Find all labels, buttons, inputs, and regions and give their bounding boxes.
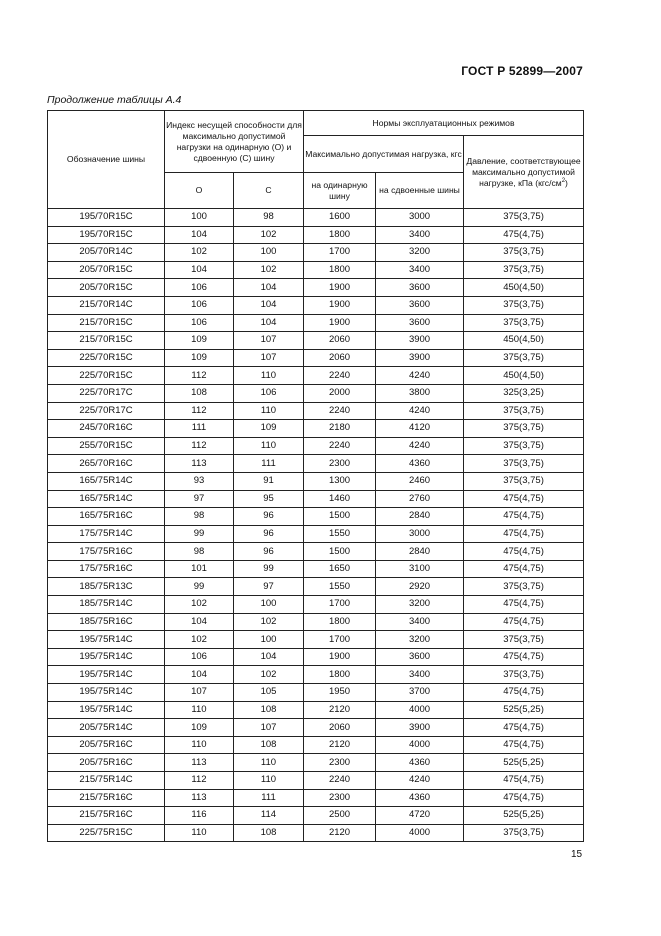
cell-index-dual: 110 (234, 402, 304, 420)
cell-load-single: 1900 (304, 296, 376, 314)
cell-pressure: 375(3,75) (464, 296, 584, 314)
cell-load-single: 2240 (304, 437, 376, 455)
cell-load-single: 1650 (304, 560, 376, 578)
cell-load-single: 1700 (304, 596, 376, 614)
cell-tire: 175/75R14C (48, 525, 165, 543)
cell-index-dual: 107 (234, 719, 304, 737)
cell-index-dual: 97 (234, 578, 304, 596)
cell-tire: 195/70R15C (48, 226, 165, 244)
cell-index-dual: 105 (234, 684, 304, 702)
table-row (48, 349, 584, 367)
cell-tire: 195/75R14C (48, 631, 165, 649)
header-load-index: Индекс несущей способности для максимально допустимой нагрузки на одинарную (О) и сдвоенную (С) шину (165, 111, 304, 173)
table-row (48, 314, 584, 332)
cell-pressure: 475(4,75) (464, 596, 584, 614)
cell-tire: 185/75R16C (48, 613, 165, 631)
cell-pressure: 375(3,75) (464, 261, 584, 279)
cell-pressure: 375(3,75) (464, 349, 584, 367)
cell-pressure: 475(4,75) (464, 736, 584, 754)
cell-tire: 215/75R16C (48, 807, 165, 825)
cell-tire: 185/75R14C (48, 596, 165, 614)
cell-index-dual: 102 (234, 261, 304, 279)
cell-index-dual: 102 (234, 613, 304, 631)
cell-index-single: 113 (165, 754, 234, 772)
cell-tire: 265/70R16C (48, 455, 165, 473)
cell-tire: 225/75R15C (48, 824, 165, 842)
header-index-dual: С (234, 173, 304, 209)
cell-index-single: 108 (165, 384, 234, 402)
cell-pressure: 375(3,75) (464, 455, 584, 473)
cell-tire: 225/70R15C (48, 367, 165, 385)
cell-index-single: 99 (165, 525, 234, 543)
table-row (48, 261, 584, 279)
cell-index-dual: 114 (234, 807, 304, 825)
cell-index-single: 109 (165, 332, 234, 350)
cell-index-dual: 100 (234, 631, 304, 649)
cell-pressure: 375(3,75) (464, 666, 584, 684)
cell-tire: 215/70R14C (48, 296, 165, 314)
cell-index-single: 104 (165, 226, 234, 244)
cell-load-dual: 3400 (376, 226, 464, 244)
cell-index-dual: 107 (234, 349, 304, 367)
cell-index-single: 116 (165, 807, 234, 825)
cell-index-dual: 95 (234, 490, 304, 508)
header-load-single: на одинарную шину (304, 173, 376, 209)
cell-load-dual: 3000 (376, 525, 464, 543)
table-row (48, 209, 584, 227)
table-row (48, 367, 584, 385)
cell-index-dual: 104 (234, 296, 304, 314)
table-row (48, 279, 584, 297)
cell-load-dual: 3900 (376, 332, 464, 350)
table-row (48, 525, 584, 543)
header-max-load: Максимально допустимая нагрузка, кгс (304, 136, 464, 173)
table-row (48, 244, 584, 262)
cell-load-single: 2060 (304, 719, 376, 737)
cell-load-dual: 3800 (376, 384, 464, 402)
cell-index-dual: 111 (234, 789, 304, 807)
table-row (48, 631, 584, 649)
table-row (48, 384, 584, 402)
cell-tire: 225/70R17C (48, 384, 165, 402)
cell-pressure: 475(4,75) (464, 525, 584, 543)
cell-load-single: 1800 (304, 666, 376, 684)
cell-load-dual: 3700 (376, 684, 464, 702)
cell-index-single: 107 (165, 684, 234, 702)
cell-tire: 205/75R14C (48, 719, 165, 737)
cell-load-single: 2300 (304, 754, 376, 772)
page-number: 15 (571, 849, 583, 860)
cell-index-dual: 109 (234, 420, 304, 438)
cell-index-single: 102 (165, 244, 234, 262)
cell-index-single: 110 (165, 736, 234, 754)
cell-load-dual: 3400 (376, 666, 464, 684)
cell-load-dual: 4240 (376, 437, 464, 455)
cell-index-dual: 108 (234, 701, 304, 719)
table-row (48, 455, 584, 473)
cell-load-dual: 4240 (376, 402, 464, 420)
cell-load-dual: 2920 (376, 578, 464, 596)
cell-index-dual: 104 (234, 314, 304, 332)
cell-load-single: 2060 (304, 332, 376, 350)
cell-load-dual: 4240 (376, 772, 464, 790)
cell-pressure: 375(3,75) (464, 472, 584, 490)
cell-index-dual: 102 (234, 226, 304, 244)
cell-index-dual: 99 (234, 560, 304, 578)
table-row (48, 296, 584, 314)
cell-load-dual: 3100 (376, 560, 464, 578)
cell-index-dual: 104 (234, 648, 304, 666)
table-row (48, 420, 584, 438)
cell-tire: 215/75R14C (48, 772, 165, 790)
table-row (48, 490, 584, 508)
cell-index-single: 104 (165, 666, 234, 684)
header-load-dual: на сдвоенные шины (376, 173, 464, 209)
cell-index-dual: 96 (234, 525, 304, 543)
cell-index-single: 113 (165, 455, 234, 473)
table-row (48, 613, 584, 631)
cell-index-dual: 110 (234, 772, 304, 790)
cell-pressure: 475(4,75) (464, 648, 584, 666)
cell-tire: 215/75R16C (48, 789, 165, 807)
table-row (48, 701, 584, 719)
cell-index-dual: 108 (234, 736, 304, 754)
cell-load-single: 1900 (304, 314, 376, 332)
cell-tire: 195/75R14C (48, 666, 165, 684)
cell-load-single: 2120 (304, 824, 376, 842)
cell-load-dual: 3200 (376, 596, 464, 614)
cell-load-single: 1500 (304, 508, 376, 526)
table-row (48, 807, 584, 825)
cell-load-single: 1900 (304, 648, 376, 666)
header-pressure-exponent: 2 (561, 177, 566, 184)
cell-tire: 215/70R15C (48, 314, 165, 332)
table-row (48, 596, 584, 614)
cell-pressure: 375(3,75) (464, 824, 584, 842)
cell-load-single: 1550 (304, 578, 376, 596)
cell-index-single: 110 (165, 701, 234, 719)
table-row (48, 472, 584, 490)
cell-index-dual: 110 (234, 437, 304, 455)
cell-load-dual: 2840 (376, 543, 464, 561)
table-caption: Продолжение таблицы А.4 (47, 94, 182, 106)
cell-index-single: 101 (165, 560, 234, 578)
cell-pressure: 475(4,75) (464, 684, 584, 702)
cell-load-single: 1500 (304, 543, 376, 561)
table-row (48, 789, 584, 807)
cell-pressure: 475(4,75) (464, 560, 584, 578)
cell-load-dual: 3600 (376, 648, 464, 666)
header-index-single: О (165, 173, 234, 209)
cell-load-dual: 4000 (376, 824, 464, 842)
cell-pressure: 475(4,75) (464, 543, 584, 561)
cell-tire: 165/75R16C (48, 508, 165, 526)
cell-tire: 185/75R13C (48, 578, 165, 596)
table-body (48, 209, 584, 842)
cell-pressure: 525(5,25) (464, 754, 584, 772)
cell-tire: 195/75R14C (48, 684, 165, 702)
cell-load-dual: 4120 (376, 420, 464, 438)
table-header (48, 111, 584, 209)
table-row (48, 226, 584, 244)
cell-load-dual: 2460 (376, 472, 464, 490)
cell-index-dual: 98 (234, 209, 304, 227)
cell-pressure: 375(3,75) (464, 631, 584, 649)
cell-pressure: 325(3,25) (464, 384, 584, 402)
header-pressure-close: ) (565, 177, 568, 188)
cell-pressure: 450(4,50) (464, 332, 584, 350)
cell-load-single: 1950 (304, 684, 376, 702)
cell-index-dual: 110 (234, 754, 304, 772)
table-row (48, 719, 584, 737)
cell-tire: 225/70R15C (48, 349, 165, 367)
cell-load-single: 2000 (304, 384, 376, 402)
table-row (48, 684, 584, 702)
cell-load-single: 1550 (304, 525, 376, 543)
cell-load-single: 2300 (304, 455, 376, 473)
cell-tire: 175/75R16C (48, 543, 165, 561)
document-standard-header: ГОСТ Р 52899—2007 (461, 64, 583, 78)
cell-index-dual: 110 (234, 367, 304, 385)
cell-load-dual: 3200 (376, 631, 464, 649)
cell-load-single: 1600 (304, 209, 376, 227)
cell-load-single: 1800 (304, 613, 376, 631)
cell-index-single: 106 (165, 314, 234, 332)
cell-index-single: 102 (165, 596, 234, 614)
cell-load-dual: 3900 (376, 349, 464, 367)
cell-load-single: 2500 (304, 807, 376, 825)
cell-load-single: 2240 (304, 402, 376, 420)
cell-load-dual: 3400 (376, 261, 464, 279)
cell-load-single: 1300 (304, 472, 376, 490)
cell-load-dual: 3600 (376, 314, 464, 332)
cell-index-single: 106 (165, 279, 234, 297)
cell-index-single: 112 (165, 402, 234, 420)
cell-index-single: 106 (165, 648, 234, 666)
cell-load-single: 1800 (304, 226, 376, 244)
cell-index-single: 99 (165, 578, 234, 596)
table-row (48, 402, 584, 420)
cell-load-dual: 4360 (376, 789, 464, 807)
cell-index-dual: 91 (234, 472, 304, 490)
cell-pressure: 375(3,75) (464, 244, 584, 262)
cell-index-single: 112 (165, 367, 234, 385)
cell-tire: 195/75R14C (48, 701, 165, 719)
header-pressure-text: Давление, соответствующее максимально допустимой нагрузке, кПа (кгс/см (466, 155, 581, 188)
cell-pressure: 475(4,75) (464, 719, 584, 737)
table-row (48, 332, 584, 350)
cell-pressure: 475(4,75) (464, 772, 584, 790)
cell-tire: 245/70R16C (48, 420, 165, 438)
cell-load-dual: 3900 (376, 719, 464, 737)
cell-index-dual: 96 (234, 508, 304, 526)
table-row (48, 772, 584, 790)
cell-tire: 255/70R15C (48, 437, 165, 455)
cell-pressure: 525(5,25) (464, 701, 584, 719)
cell-load-dual: 3400 (376, 613, 464, 631)
cell-load-dual: 2840 (376, 508, 464, 526)
cell-load-single: 2300 (304, 789, 376, 807)
cell-load-dual: 3000 (376, 209, 464, 227)
cell-load-single: 1800 (304, 261, 376, 279)
header-tire-designation: Обозначение шины (48, 111, 165, 209)
table-row (48, 824, 584, 842)
cell-tire: 215/70R15C (48, 332, 165, 350)
table-row (48, 736, 584, 754)
cell-pressure: 375(3,75) (464, 437, 584, 455)
cell-index-single: 97 (165, 490, 234, 508)
cell-load-single: 1700 (304, 244, 376, 262)
cell-pressure: 475(4,75) (464, 226, 584, 244)
cell-index-single: 109 (165, 349, 234, 367)
cell-tire: 195/70R15C (48, 209, 165, 227)
cell-index-single: 98 (165, 543, 234, 561)
cell-tire: 205/75R16C (48, 754, 165, 772)
cell-pressure: 450(4,50) (464, 279, 584, 297)
cell-pressure: 475(4,75) (464, 508, 584, 526)
cell-tire: 165/75R14C (48, 490, 165, 508)
cell-load-single: 2120 (304, 701, 376, 719)
cell-load-dual: 2760 (376, 490, 464, 508)
cell-load-single: 1900 (304, 279, 376, 297)
table-row (48, 578, 584, 596)
cell-pressure: 375(3,75) (464, 209, 584, 227)
cell-tire: 195/75R14C (48, 648, 165, 666)
cell-index-single: 112 (165, 437, 234, 455)
cell-tire: 205/70R15C (48, 261, 165, 279)
cell-tire: 205/70R15C (48, 279, 165, 297)
table-row (48, 508, 584, 526)
cell-index-dual: 100 (234, 244, 304, 262)
cell-pressure: 375(3,75) (464, 402, 584, 420)
cell-index-single: 93 (165, 472, 234, 490)
cell-index-single: 98 (165, 508, 234, 526)
cell-load-single: 2060 (304, 349, 376, 367)
cell-load-single: 1700 (304, 631, 376, 649)
cell-load-single: 2180 (304, 420, 376, 438)
cell-tire: 205/75R16C (48, 736, 165, 754)
cell-index-single: 100 (165, 209, 234, 227)
header-pressure (464, 136, 584, 209)
cell-pressure: 375(3,75) (464, 578, 584, 596)
table-row (48, 543, 584, 561)
cell-pressure: 375(3,75) (464, 420, 584, 438)
cell-load-dual: 3200 (376, 244, 464, 262)
cell-index-single: 111 (165, 420, 234, 438)
cell-index-dual: 104 (234, 279, 304, 297)
table-row (48, 666, 584, 684)
cell-index-single: 110 (165, 824, 234, 842)
cell-load-single: 1460 (304, 490, 376, 508)
cell-tire: 165/75R14C (48, 472, 165, 490)
cell-index-dual: 111 (234, 455, 304, 473)
cell-index-dual: 100 (234, 596, 304, 614)
cell-index-dual: 106 (234, 384, 304, 402)
cell-load-dual: 3600 (376, 296, 464, 314)
cell-pressure: 475(4,75) (464, 613, 584, 631)
cell-index-single: 113 (165, 789, 234, 807)
cell-tire: 175/75R16C (48, 560, 165, 578)
cell-load-dual: 4000 (376, 701, 464, 719)
cell-index-single: 104 (165, 613, 234, 631)
cell-load-dual: 4360 (376, 455, 464, 473)
tire-load-table (47, 110, 584, 842)
cell-load-dual: 4360 (376, 754, 464, 772)
cell-pressure: 525(5,25) (464, 807, 584, 825)
cell-pressure: 450(4,50) (464, 367, 584, 385)
cell-load-single: 2240 (304, 367, 376, 385)
cell-index-single: 106 (165, 296, 234, 314)
cell-index-dual: 107 (234, 332, 304, 350)
cell-tire: 205/70R14C (48, 244, 165, 262)
cell-load-dual: 4720 (376, 807, 464, 825)
cell-pressure: 475(4,75) (464, 789, 584, 807)
cell-index-single: 102 (165, 631, 234, 649)
cell-load-dual: 3600 (376, 279, 464, 297)
cell-index-single: 109 (165, 719, 234, 737)
cell-tire: 225/70R17C (48, 402, 165, 420)
cell-pressure: 375(3,75) (464, 314, 584, 332)
cell-index-dual: 102 (234, 666, 304, 684)
table-row (48, 437, 584, 455)
cell-load-dual: 4240 (376, 367, 464, 385)
table-row (48, 648, 584, 666)
cell-pressure: 475(4,75) (464, 490, 584, 508)
cell-index-dual: 96 (234, 543, 304, 561)
cell-load-single: 2120 (304, 736, 376, 754)
cell-index-single: 112 (165, 772, 234, 790)
cell-load-dual: 4000 (376, 736, 464, 754)
cell-load-single: 2240 (304, 772, 376, 790)
table-row (48, 560, 584, 578)
cell-index-single: 104 (165, 261, 234, 279)
cell-index-dual: 108 (234, 824, 304, 842)
table-row (48, 754, 584, 772)
header-operating-norms: Нормы эксплуатационных режимов (304, 111, 584, 136)
